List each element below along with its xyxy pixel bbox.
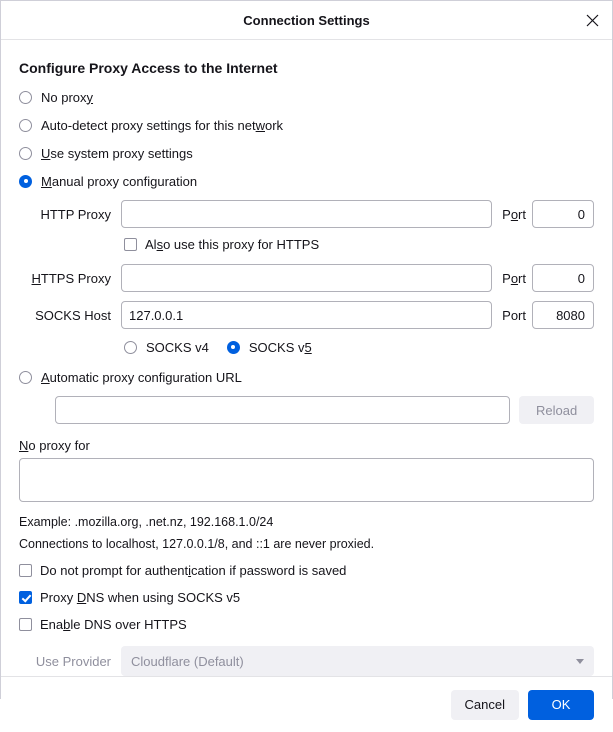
option-no-auth-prompt-label[interactable]: Do not prompt for authentication if password is saved [40,563,347,578]
provider-select[interactable] [121,646,594,676]
radio-system-proxy-label[interactable]: Use system proxy settings [41,145,193,161]
radio-no-proxy[interactable] [19,88,594,106]
radio-socks-v5-indicator[interactable] [227,341,240,354]
no-proxy-for-label: No proxy for [19,438,90,453]
radio-socks-v5[interactable] [227,338,312,356]
radio-system-proxy-indicator[interactable] [19,147,32,160]
radio-manual-proxy-label[interactable]: Manual proxy configuration [41,173,198,189]
radio-system-proxy[interactable] [19,144,594,162]
radio-socks-v4[interactable] [124,338,209,356]
auto-config-url-row [55,396,594,424]
ok-button[interactable]: OK [528,690,594,720]
option-proxy-dns-checkbox[interactable] [19,591,32,604]
http-proxy-row [19,200,594,228]
https-proxy-row [19,264,594,292]
radio-socks-v4-indicator[interactable] [124,341,137,354]
no-proxy-note: Connections to localhost, 127.0.0.1/8, and ::1 are never proxied. [19,537,375,551]
no-proxy-example: Example: .mozilla.org, .net.nz, 192.168.1.0/24 [19,515,274,529]
section-heading: Configure Proxy Access to the Internet [19,60,278,76]
radio-auto-config-url-indicator[interactable] [19,371,32,384]
socks-host-label: SOCKS Host [35,307,111,323]
option-no-auth-prompt-checkbox[interactable] [19,564,32,577]
auto-config-url-input[interactable] [55,396,510,424]
socks-port-label: Port [502,307,526,323]
radio-socks-v5-label[interactable]: SOCKS v5 [248,339,312,355]
socks-version-group [124,338,594,356]
http-port-label: Port [502,206,526,222]
radio-socks-v4-label[interactable]: SOCKS v4 [146,339,209,355]
dialog-titlebar [1,1,612,40]
radio-no-proxy-indicator[interactable] [19,91,32,104]
also-https-row[interactable] [124,237,594,252]
provider-label: Use Provider [35,653,111,669]
close-icon[interactable] [580,8,604,32]
https-port-input[interactable] [532,264,594,292]
radio-manual-proxy[interactable] [19,172,594,190]
chevron-down-icon [576,659,584,664]
radio-manual-proxy-indicator[interactable] [19,175,32,188]
provider-select-value: Cloudflare (Default) [131,653,244,669]
option-no-auth-prompt[interactable] [19,563,594,578]
http-proxy-label: HTTP Proxy [40,206,111,222]
also-https-label[interactable]: Also use this proxy for HTTPS [145,237,320,252]
https-proxy-label: HTTPS Proxy [31,270,111,286]
http-proxy-input[interactable] [121,200,492,228]
socks-host-row [19,301,594,329]
http-port-input[interactable] [532,200,594,228]
also-https-checkbox[interactable] [124,238,137,251]
dialog-content [1,40,612,676]
socks-port-input[interactable] [532,301,594,329]
radio-no-proxy-label[interactable]: No proxy [41,89,94,105]
radio-auto-detect-label[interactable]: Auto-detect proxy settings for this network [41,117,284,133]
provider-row [19,646,594,676]
option-proxy-dns[interactable] [19,590,594,605]
no-proxy-for-textarea[interactable] [19,458,594,502]
https-proxy-input[interactable] [121,264,492,292]
dialog-footer [1,676,612,732]
socks-host-input[interactable] [121,301,492,329]
option-doh[interactable] [19,617,594,632]
radio-auto-detect[interactable] [19,116,594,134]
https-port-label: Port [502,270,526,286]
dialog-title: Connection Settings [243,12,370,28]
reload-button[interactable]: Reload [519,396,594,424]
option-proxy-dns-label[interactable]: Proxy DNS when using SOCKS v5 [40,590,241,605]
option-doh-checkbox[interactable] [19,618,32,631]
radio-auto-config-url-label[interactable]: Automatic proxy configuration URL [41,369,242,385]
option-doh-label[interactable]: Enable DNS over HTTPS [40,617,187,632]
radio-auto-config-url[interactable] [19,368,594,386]
cancel-button[interactable]: Cancel [451,690,519,720]
radio-auto-detect-indicator[interactable] [19,119,32,132]
